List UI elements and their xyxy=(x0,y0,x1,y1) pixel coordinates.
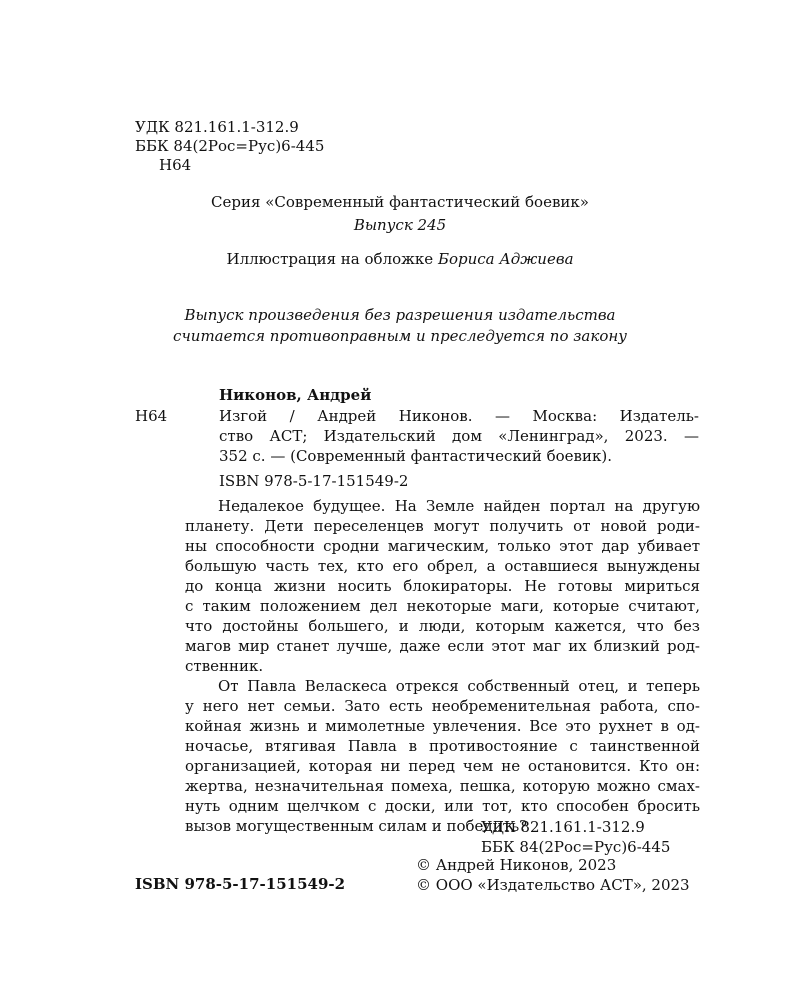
series-block xyxy=(0,193,800,239)
copyright-line: © ООО «Издательство АСТ», 2023 xyxy=(416,876,690,894)
annotation-line: От Павла Веласкеса отрекся собственный отец, и теперь xyxy=(218,677,700,695)
annotation-line: организацией, которая ни перед чем не остановится. Кто он: xyxy=(185,757,700,775)
notice-line: считается противоправным и преследуется по закону xyxy=(173,327,627,345)
illustration-artist: Бориса Аджиева xyxy=(437,250,574,268)
annotation-line: ственник. xyxy=(185,657,264,675)
entry-line: 352 с. — (Современный фантастический боевик). xyxy=(219,447,612,465)
annotation-line: что достойны большего, и люди, которым кажется, что без xyxy=(185,617,700,635)
series-issue: Выпуск 245 xyxy=(353,216,447,234)
author-mark: Н64 xyxy=(159,156,192,174)
copyrights xyxy=(416,856,690,896)
bbk-code: ББК 84(2Рос=Рус)6-445 xyxy=(135,137,325,155)
classification-block xyxy=(135,118,324,175)
bottom-isbn: ISBN 978-5-17-151549-2 xyxy=(135,875,346,893)
annotation-line: нуть одним щелчком с доски, или тот, кто способен бросить xyxy=(185,797,700,815)
annotation-line: большую часть тех, кто его обрел, а оставшиеся вынуждены xyxy=(185,557,700,575)
annotation-line: Недалекое будущее. На Земле найден портал на другую xyxy=(218,497,700,515)
udk-code: УДК 821.161.1-312.9 xyxy=(135,118,299,136)
bottom-bbk: ББК 84(2Рос=Рус)6-445 xyxy=(481,838,671,856)
annotation-line: жертва, незначительная помеха, пешка, которую можно смах- xyxy=(185,777,700,795)
copyright-notice xyxy=(0,306,800,348)
illustration-prefix: Иллюстрация на обложке xyxy=(226,250,438,268)
annotation-line: с таким положением дел некоторые маги, которые считают, xyxy=(185,597,700,615)
illustration-credit xyxy=(0,250,800,268)
annotation-line: ны способности сродни магическим, только этот дар убивает xyxy=(185,537,700,555)
entry-line: ство АСТ; Издательский дом «Ленинград», 2023. — xyxy=(219,427,699,445)
annotation xyxy=(185,497,700,837)
entry-author-mark: Н64 xyxy=(135,407,168,425)
annotation-line: вызов могущественным силам и победить? xyxy=(185,817,528,835)
bottom-udk: УДК 821.161.1-312.9 xyxy=(481,818,645,836)
annotation-line: магов мир станет лучше, даже если этот маг их близкий род- xyxy=(185,637,700,655)
entry-line: Изгой / Андрей Никонов. — Москва: Издатель- xyxy=(219,407,699,425)
annotation-line: планету. Дети переселенцев могут получить от новой роди- xyxy=(185,517,700,535)
series-title: Серия «Современный фантастический боевик» xyxy=(211,193,589,211)
bottom-classification xyxy=(481,818,670,858)
annotation-line: у него нет семьи. Зато есть необременительная работа, спо- xyxy=(185,697,700,715)
annotation-line: койная жизнь и мимолетные увлечения. Все это рухнет в од- xyxy=(185,717,700,735)
annotation-line: ночасье, втягивая Павла в противостояние с таинственной xyxy=(185,737,700,755)
entry-author: Никонов, Андрей xyxy=(219,386,372,404)
copyright-line: © Андрей Никонов, 2023 xyxy=(416,856,617,874)
entry-description xyxy=(219,407,699,467)
notice-line: Выпуск произведения без разрешения издательства xyxy=(184,306,616,324)
annotation-line: до конца жизни носить блокираторы. Не готовы мириться xyxy=(185,577,700,595)
entry-isbn: ISBN 978-5-17-151549-2 xyxy=(219,472,409,490)
